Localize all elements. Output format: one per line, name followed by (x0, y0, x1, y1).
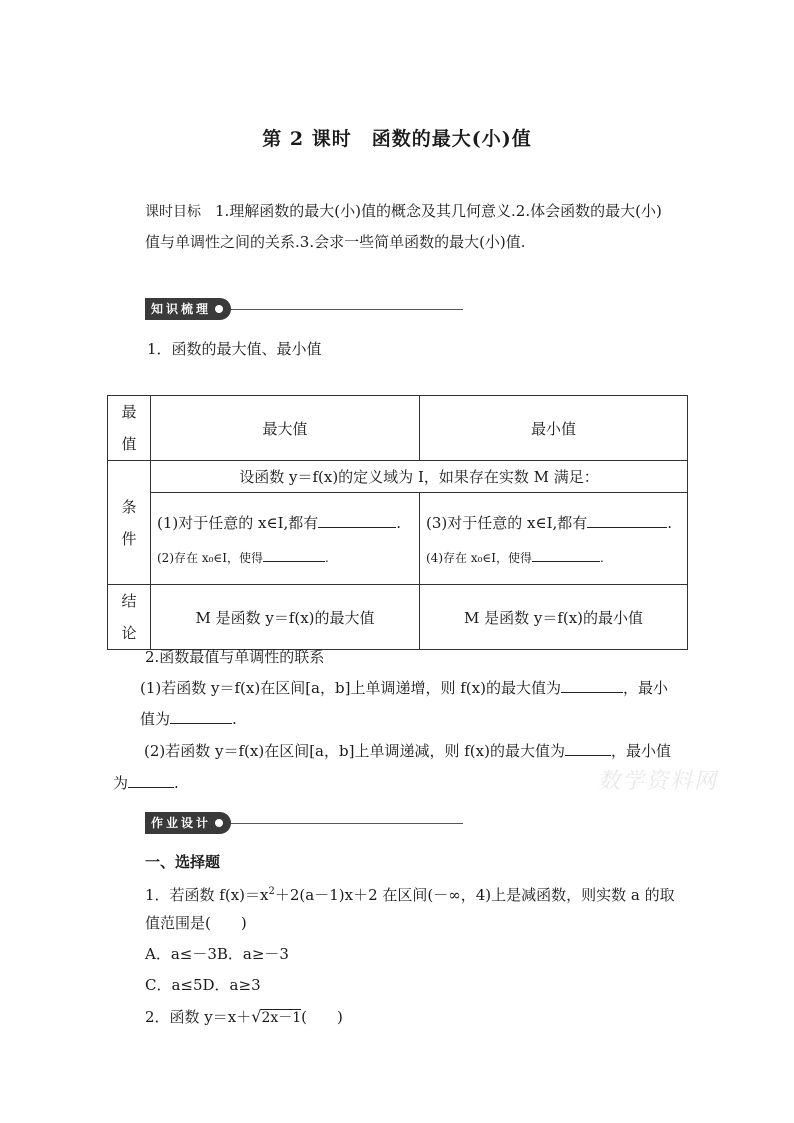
answer-blank[interactable] (318, 513, 396, 528)
item-2-p1-text: (1)若函数 y＝f(x)在区间[a，b]上单调递增，则 f(x)的最大值为 (140, 679, 561, 697)
bullet-dot-icon (215, 819, 223, 827)
q2-radicand: 2x－1 (261, 1010, 302, 1026)
answer-blank[interactable] (532, 547, 600, 562)
question-2 (145, 1006, 343, 1029)
q1-text-b: ＋2(a－1)x＋2 在区间(－∞，4)上是减函数，则实数 a 的取 (274, 886, 675, 904)
section-homework-bar (145, 811, 463, 835)
question-1-options-ab: A．a≤－3B．a≥－3 (145, 945, 289, 963)
item-2-p2-line1 (144, 740, 671, 762)
q2-text-b: ( ) (301, 1008, 343, 1026)
q1-superscript: 2 (268, 886, 275, 897)
page-title: 第 2 课时 函数的最大(小)值 (262, 128, 532, 150)
section-divider (231, 823, 463, 824)
section-divider (231, 309, 463, 310)
item-2-p2-text-b: ，最小值 (610, 742, 671, 760)
section-knowledge-bar (145, 297, 463, 321)
bullet-dot-icon (215, 305, 223, 313)
answer-blank[interactable] (587, 513, 667, 528)
header-char: 值 (121, 435, 137, 453)
conclusion-char: 结 (121, 592, 137, 610)
condition-char: 条 (121, 497, 137, 516)
condition-char: 件 (121, 529, 137, 548)
item-2-p1-line2: 值为 . (140, 710, 237, 728)
section-homework-label: 作业设计 (151, 816, 212, 830)
question-1-line-2: 值范围是( ) (145, 914, 247, 932)
lesson-objective (145, 200, 715, 253)
min-conditions-cell: (3)对于任意的 x∈I,都有 . (4)存在 x₀∈I，使得 . (420, 493, 688, 585)
max-min-table (107, 395, 688, 650)
premise-cell: 设函数 y＝f(x)的定义域为 I，如果存在实数 M 满足： (151, 461, 688, 493)
item-2-p2-line2: 为 . (113, 774, 179, 792)
item-2-heading: 2.函数最值与单调性的联系 (145, 648, 325, 666)
sqrt-icon: √ (251, 1007, 262, 1026)
max-conditions-cell: (1)对于任意的 x∈I,都有 . (2)存在 x₀∈I，使得 . (151, 493, 420, 585)
header-max: 最大值 (151, 396, 420, 461)
watermark: 数学资料网 (598, 769, 719, 794)
answer-blank[interactable] (561, 678, 623, 693)
answer-blank[interactable] (565, 741, 611, 756)
item-2-p2-text: (2)若函数 y＝f(x)在区间[a，b]上单调递减，则 f(x)的最大值为 (144, 742, 565, 760)
section-homework-tab (145, 812, 231, 834)
question-1-options-cd: C．a≤5D．a≥3 (145, 976, 261, 994)
min-condition-3: (3)对于任意的 x∈I,都有 (426, 513, 588, 532)
q1-text-a: 1．若函数 f(x)＝x (145, 886, 269, 904)
item-2-p2-text-c: 为 (113, 774, 129, 792)
objective-label: 课时目标 (145, 204, 201, 220)
objective-line-2: 值与单调性之间的关系.3.会求一些简单函数的最大(小)值. (145, 233, 526, 251)
part-1-heading: 一、选择题 (145, 853, 221, 871)
item-2-p1-text-c: 值为 (140, 710, 171, 728)
min-condition-4: (4)存在 x₀∈I，使得 (426, 550, 533, 565)
answer-blank[interactable] (263, 547, 325, 562)
conclusion-min: M 是函数 y＝f(x)的最小值 (420, 585, 688, 650)
max-condition-1: (1)对于任意的 x∈I,都有 (157, 513, 319, 532)
objective-line-1: 1.理解函数的最大(小)值的概念及其几何意义.2.体会函数的最大(小) (215, 202, 662, 220)
item-1-heading: 1．函数的最大值、最小值 (147, 340, 322, 358)
question-1-line-1 (145, 881, 675, 906)
answer-blank[interactable] (170, 709, 232, 724)
condition-label-cell (108, 461, 151, 585)
conclusion-label-cell (108, 585, 151, 650)
conclusion-max: M 是函数 y＝f(x)的最大值 (151, 585, 420, 650)
header-char: 最 (121, 403, 137, 421)
section-knowledge-label: 知识梳理 (151, 302, 212, 316)
q2-text-a: 2．函数 y＝x＋ (145, 1008, 252, 1026)
item-2-p1-line1 (140, 677, 668, 699)
item-2-p1-text-b: ，最小 (622, 679, 668, 697)
table-header-cell (108, 396, 151, 461)
max-condition-2: (2)存在 x₀∈I，使得 (157, 550, 264, 565)
header-min: 最小值 (420, 396, 688, 461)
conclusion-char: 论 (121, 624, 137, 642)
section-knowledge-tab (145, 298, 231, 320)
answer-blank[interactable] (128, 773, 174, 788)
